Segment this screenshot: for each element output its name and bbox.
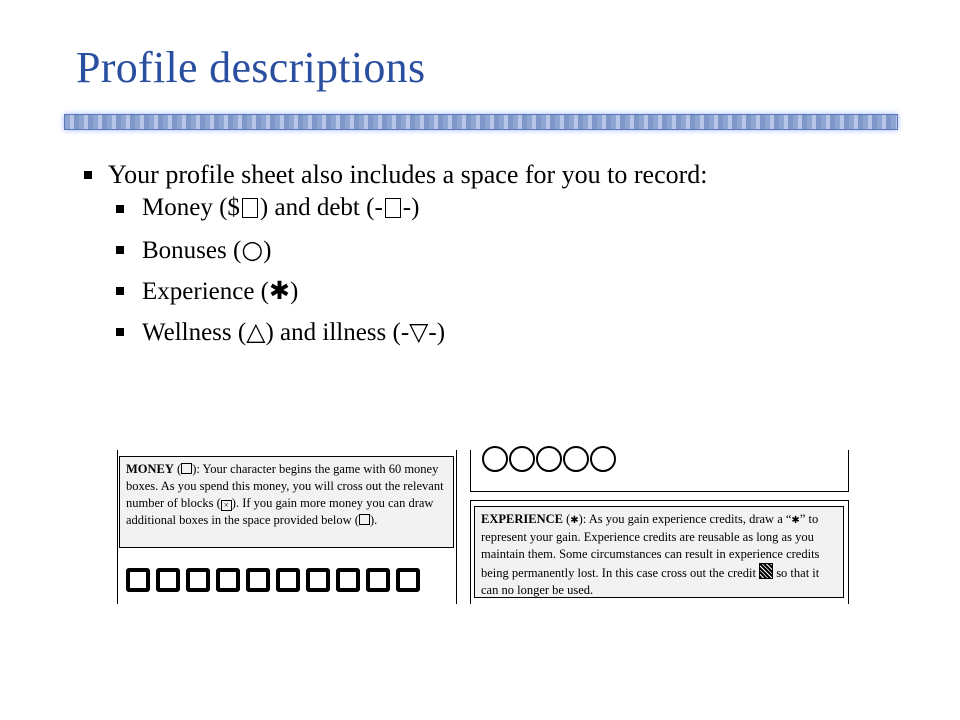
asterisk-icon: ✱ [791,515,800,526]
money-label-mid: ) and debt (- [259,194,383,221]
bullet-main-text: Your profile sheet also includes a space for you to record: [108,160,708,189]
experience-label-start: Experience ( [142,278,270,305]
money-card-text: ). If you gain more money you can draw additional boxes in the space provided below ( [126,496,434,527]
money-box-icon [242,198,258,218]
money-boxes [126,568,420,592]
bullet-bonuses [80,235,920,276]
asterisk-icon: ✱ [570,515,579,526]
money-card-text: ). [369,513,378,527]
money-label-end: -) [402,194,420,221]
bonus-circle [536,446,562,472]
right-bottom-border-right [848,500,849,604]
title-divider [64,114,898,130]
triangle-up-icon: △ [246,317,266,346]
right-top-border-right [848,450,849,492]
money-box [306,568,330,592]
experience-card [474,506,844,598]
bullet-marker [116,246,124,254]
experience-card-text: ” to represent your gain. Experience credits are reusable as long as you maintain them. Some circumstances can result in experience credits being permanently lost. In this case cross out the credit [481,512,820,580]
bullet-marker [116,328,124,336]
right-top-border-left [470,450,471,492]
box-icon [181,463,192,474]
experience-card-text: ): As you gain experience credits, draw a “ [578,512,792,526]
debt-box-icon [385,198,401,218]
money-card-heading: MONEY [126,462,174,476]
left-panel-border-right [456,450,457,604]
money-card-text: ): Your character begins the game with 60 money boxes. As you spend this money, you will cross out the relevant number of blocks ( [126,462,444,510]
bullet-list [80,160,920,358]
bonus-circle [563,446,589,472]
triangle-down-icon: ▽ [409,317,429,346]
circle-icon: ○ [241,235,264,264]
money-box [216,568,240,592]
box-icon [359,514,370,525]
money-box [246,568,270,592]
bullet-marker [116,287,124,295]
experience-card-text: ( [562,512,571,526]
wellness-label-mid: ) and illness (- [265,319,410,346]
experience-label-end: ) [289,278,299,305]
crossed-box-icon: × [221,500,232,511]
bullet-main [80,160,920,194]
money-box [396,568,420,592]
bonus-circle [590,446,616,472]
experience-card-heading: EXPERIENCE [481,512,563,526]
right-bottom-border-left [470,500,471,604]
bonus-circles [482,446,616,472]
left-panel-border-left [117,450,118,604]
money-box [156,568,180,592]
money-label-start: Money ($ [142,194,240,221]
wellness-label-start: Wellness ( [142,319,247,346]
bullet-marker [116,205,124,213]
bullet-marker [84,171,92,179]
bullet-experience [80,276,920,317]
bullet-wellness [80,317,920,358]
bullet-money [80,194,920,235]
right-bottom-border-top [470,500,849,501]
bonus-circle [509,446,535,472]
bonus-circle [482,446,508,472]
wellness-label-end: -) [428,319,446,346]
right-top-border-bottom [470,491,849,492]
money-card-text: ( [173,462,182,476]
money-box [126,568,150,592]
asterisk-icon: ✱ [269,276,290,305]
money-box [366,568,390,592]
money-box [276,568,300,592]
bonuses-label-end: ) [263,237,272,264]
crossed-credit-icon [759,563,773,579]
slide-title: Profile descriptions [76,43,426,92]
money-box [336,568,360,592]
money-box [186,568,210,592]
money-card [119,456,454,548]
experience-card-text: so that it can no longer be used. [481,566,820,597]
bonuses-label-start: Bonuses ( [142,237,242,264]
